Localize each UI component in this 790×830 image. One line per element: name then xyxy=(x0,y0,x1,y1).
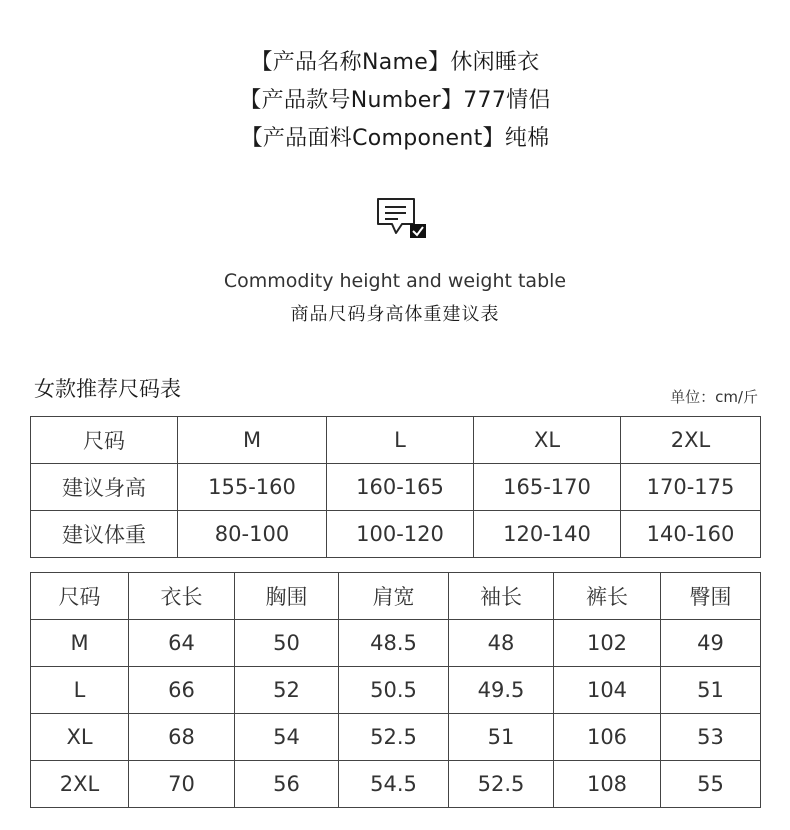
unit-note: 单位：cm/斤 xyxy=(670,388,758,406)
chat-bubble-check-icon xyxy=(376,196,428,242)
row-label-cell: 建议身高 xyxy=(31,464,178,511)
row-label-cell: M xyxy=(31,620,129,667)
table-cell: 49.5 xyxy=(449,667,554,714)
table-cell: 52 xyxy=(235,667,339,714)
table-cell: 70 xyxy=(129,761,235,808)
table-cell: 106 xyxy=(554,714,661,761)
header-cell: 2XL xyxy=(621,417,761,464)
table-cell: 50 xyxy=(235,620,339,667)
table-cell: 68 xyxy=(129,714,235,761)
header-cell: 臀围 xyxy=(661,573,761,620)
product-number-line: 【产品款号Number】777情侣 xyxy=(239,88,551,113)
table-cell: 51 xyxy=(661,667,761,714)
subtitle-english: Commodity height and weight table xyxy=(223,270,567,292)
header-cell: 尺码 xyxy=(31,573,129,620)
recommend-size-table xyxy=(30,416,761,558)
table-cell: 64 xyxy=(129,620,235,667)
row-label-cell: XL xyxy=(31,714,129,761)
table-cell: 160-165 xyxy=(327,464,474,511)
table-cell: 49 xyxy=(661,620,761,667)
table-cell: 48 xyxy=(449,620,554,667)
product-info xyxy=(0,44,790,158)
table-header-row xyxy=(31,573,761,620)
table-cell: 54 xyxy=(235,714,339,761)
table-cell: 165-170 xyxy=(474,464,621,511)
table-cell: 170-175 xyxy=(621,464,761,511)
header-cell: M xyxy=(178,417,327,464)
table-cell: 56 xyxy=(235,761,339,808)
table-cell: 155-160 xyxy=(178,464,327,511)
header-cell: 袖长 xyxy=(449,573,554,620)
table-cell: 51 xyxy=(449,714,554,761)
table-row xyxy=(31,761,761,808)
header-cell: 胸围 xyxy=(235,573,339,620)
header-cell: XL xyxy=(474,417,621,464)
table-cell: 50.5 xyxy=(339,667,449,714)
row-label-cell: 建议体重 xyxy=(31,511,178,558)
table-row xyxy=(31,511,761,558)
table-row xyxy=(31,714,761,761)
table-header-row xyxy=(31,417,761,464)
table-cell: 104 xyxy=(554,667,661,714)
table-cell: 52.5 xyxy=(339,714,449,761)
table-cell: 66 xyxy=(129,667,235,714)
table-cell: 54.5 xyxy=(339,761,449,808)
header-cell: L xyxy=(327,417,474,464)
header-cell: 衣长 xyxy=(129,573,235,620)
header-cell: 尺码 xyxy=(31,417,178,464)
header-cell: 裤长 xyxy=(554,573,661,620)
garment-size-table xyxy=(30,572,761,808)
table-cell: 108 xyxy=(554,761,661,808)
table-row xyxy=(31,667,761,714)
table-cell: 52.5 xyxy=(449,761,554,808)
table-cell: 120-140 xyxy=(474,511,621,558)
subtitle-chinese: 商品尺码身高体重建议表 xyxy=(290,304,500,325)
table-cell: 102 xyxy=(554,620,661,667)
table-cell: 53 xyxy=(661,714,761,761)
product-component-line: 【产品面料Component】纯棉 xyxy=(240,126,550,151)
table-cell: 48.5 xyxy=(339,620,449,667)
table-row xyxy=(31,464,761,511)
product-name-line: 【产品名称Name】休闲睡衣 xyxy=(250,50,540,75)
header-cell: 肩宽 xyxy=(339,573,449,620)
row-label-cell: L xyxy=(31,667,129,714)
row-label-cell: 2XL xyxy=(31,761,129,808)
table-cell: 55 xyxy=(661,761,761,808)
section-title: 女款推荐尺码表 xyxy=(34,377,181,401)
table-cell: 140-160 xyxy=(621,511,761,558)
table-cell: 100-120 xyxy=(327,511,474,558)
table-cell: 80-100 xyxy=(178,511,327,558)
table-row xyxy=(31,620,761,667)
